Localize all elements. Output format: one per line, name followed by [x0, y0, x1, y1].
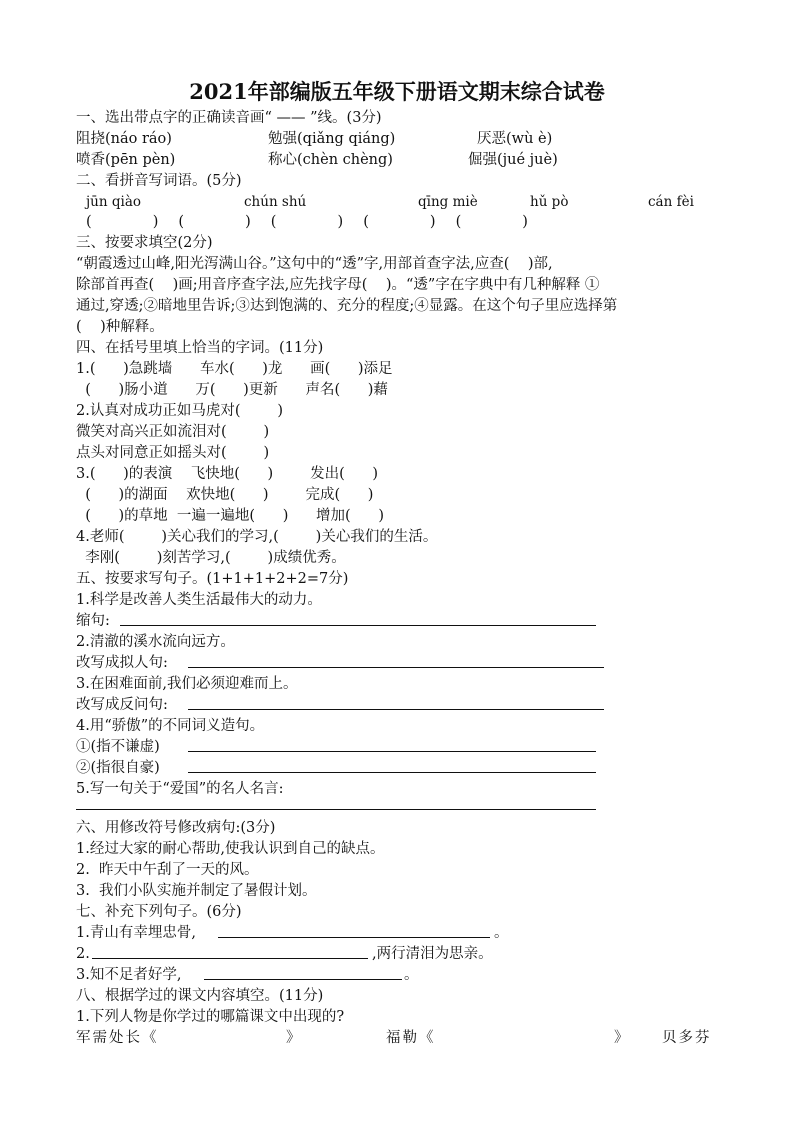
s5-q1-label: 缩句:	[76, 613, 110, 629]
s1-item-1: 阻挠(náo ráo)	[76, 131, 172, 147]
section-8-heading: 八、根据学过的课文内容填空。(11分)	[76, 988, 324, 1004]
s4-line-5: 点头对同意正如摇头对( )	[76, 445, 270, 461]
s5-q2: 2.清澈的溪水流向远方。	[76, 634, 235, 650]
s4-line-8: ( )的草地 一遍一遍地( ) 增加( )	[76, 508, 384, 524]
pinyin-2: chún shú	[244, 194, 307, 210]
s5-q3: 3.在困难面前,我们必须迎难而上。	[76, 676, 298, 692]
s1-item-3: 厌恶(wù è)	[477, 131, 553, 147]
s5-q4-a: ①(指不谦虚)	[76, 739, 160, 755]
s4-line-6: 3.( )的表演 飞快地( ) 发出( )	[76, 466, 379, 482]
section-7-heading: 七、补充下列句子。(6分)	[76, 904, 242, 920]
s7-q3-post: 。	[404, 967, 419, 983]
s4-line-3: 2.认真对成功正如马虎对( )	[76, 403, 284, 419]
s5-q3-label: 改写成反问句:	[76, 697, 168, 713]
s4-line-9: 4.老师( )关心我们的学习,( )关心我们的生活。	[76, 529, 438, 545]
s5-q3-answer-line[interactable]	[188, 709, 604, 710]
s8-close-2: 》	[614, 1030, 629, 1046]
s5-q4-b-answer-line[interactable]	[188, 772, 596, 773]
s8-name-3: 贝多芬	[662, 1030, 712, 1046]
s5-q5-answer-line[interactable]	[76, 809, 596, 810]
s7-q3-pre: 3.知不足者好学,	[76, 967, 182, 983]
section-1-heading: 一、选出带点字的正确读音画“ —— ”线。(3分)	[76, 110, 382, 126]
pinyin-1: jūn qiào	[86, 194, 142, 210]
pinyin-5: cán fèi	[648, 194, 694, 210]
s4-line-2: ( )肠小道 万( )更新 声名( )藉	[76, 382, 388, 398]
pinyin-4: hǔ pò	[530, 194, 569, 210]
s4-line-7: ( )的湖面 欢快地( ) 完成( )	[76, 487, 374, 503]
s3-line-3: 通过,穿透;②暗地里告诉;③达到饱满的、充分的程度;④显露。在这个句子里应选择第	[76, 298, 618, 314]
s7-q3-answer-line[interactable]	[204, 979, 402, 980]
s7-q2-pre: 2.	[76, 946, 90, 962]
s6-line-2: 2. 昨天中午刮了一天的风。	[76, 862, 259, 878]
s1-item-5: 称心(chèn chèng)	[268, 152, 393, 168]
section-6-heading: 六、用修改符号修改病句:(3分)	[76, 820, 276, 836]
s7-q2-answer-line[interactable]	[92, 958, 368, 959]
section-4-heading: 四、在括号里填上恰当的字词。(11分)	[76, 340, 324, 356]
s1-item-4: 喷香(pēn pèn)	[76, 152, 176, 168]
s6-line-3: 3. 我们小队实施并制定了暑假计划。	[76, 883, 317, 899]
section-5-heading: 五、按要求写句子。(1+1+1+2+2=7分)	[76, 571, 349, 587]
s3-line-2: 除部首再查( )画;用音序查字法,应先找字母( )。“透”字在字典中有几种解释 ①	[76, 277, 600, 293]
s8-name-2: 福勒《	[386, 1030, 436, 1046]
page-title: 2021年部编版五年级下册语文期末综合试卷	[189, 79, 605, 104]
s5-q4-b: ②(指很自豪)	[76, 760, 160, 776]
s3-line-1: “朝霞透过山峰,阳光泻满山谷。”这句中的“透”字,用部首查字法,应查( )部,	[76, 256, 553, 272]
s7-q2-post: ,两行清泪为思亲。	[372, 946, 493, 962]
s4-line-4: 微笑对高兴正如流泪对( )	[76, 424, 270, 440]
s5-q4-a-answer-line[interactable]	[188, 751, 596, 752]
pinyin-brackets: ( ) ( ) ( ) ( ) ( )	[86, 214, 532, 230]
s8-q1: 1.下列人物是你学过的哪篇课文中出现的?	[76, 1009, 345, 1025]
s8-close-1: 》	[286, 1030, 301, 1046]
s4-line-10: 李刚( )刻苦学习,( )成绩优秀。	[76, 550, 346, 566]
s1-item-6: 倔强(jué juè)	[468, 152, 558, 168]
s1-item-2: 勉强(qiǎng qiáng)	[268, 131, 396, 147]
s5-q1: 1.科学是改善人类生活最伟大的动力。	[76, 592, 322, 608]
s6-line-1: 1.经过大家的耐心帮助,使我认识到自己的缺点。	[76, 841, 385, 857]
s7-q1-pre: 1.青山有幸埋忠骨,	[76, 925, 196, 941]
section-3-heading: 三、按要求填空(2分)	[76, 235, 213, 251]
s5-q2-label: 改写成拟人句:	[76, 655, 168, 671]
s3-line-4: ( )种解释。	[76, 319, 164, 335]
s5-q5: 5.写一句关于“爱国”的名人名言:	[76, 781, 284, 797]
section-2-heading: 二、看拼音写词语。(5分)	[76, 173, 242, 189]
s5-q2-answer-line[interactable]	[188, 667, 604, 668]
s7-q1-post: 。	[494, 925, 509, 941]
s8-name-1: 军需处长《	[76, 1030, 159, 1046]
s4-line-1: 1.( )急跳墙 车水( )龙 画( )添足	[76, 361, 393, 377]
s5-q4: 4.用“骄傲”的不同词义造句。	[76, 718, 265, 734]
s7-q1-answer-line[interactable]	[218, 937, 490, 938]
s5-q1-answer-line[interactable]	[120, 625, 596, 626]
pinyin-3: qīng miè	[418, 194, 478, 210]
